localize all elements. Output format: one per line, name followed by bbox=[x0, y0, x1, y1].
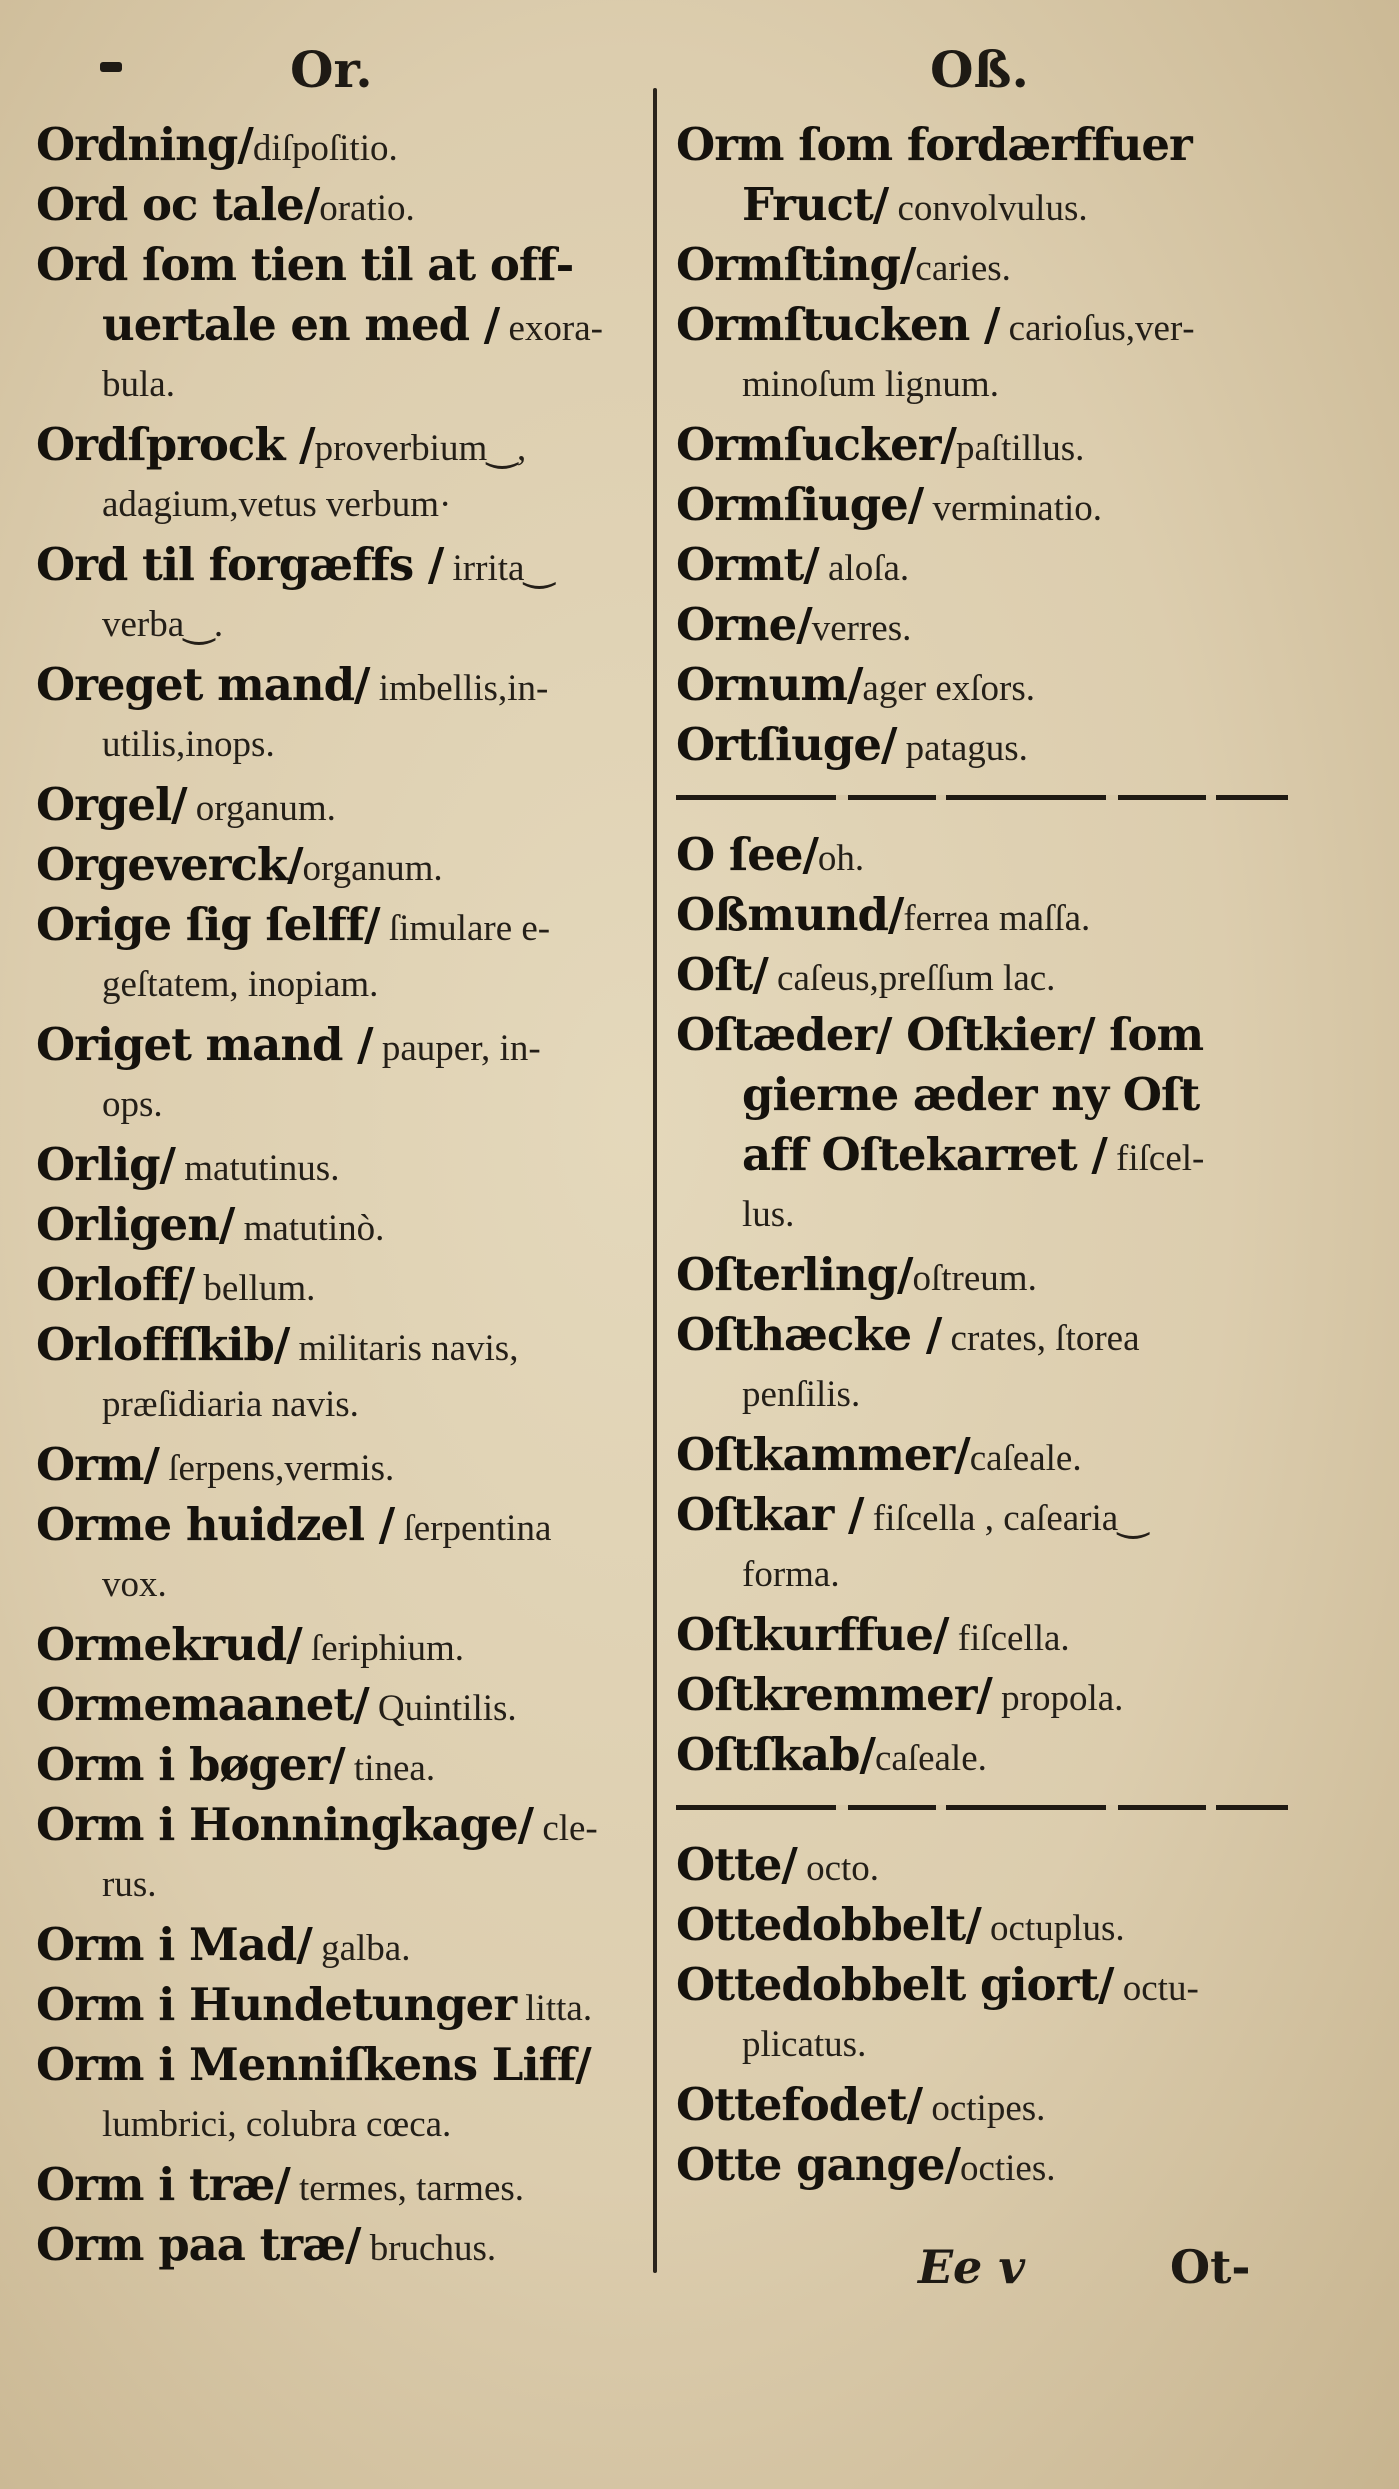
headword: Orm i bøger/ bbox=[36, 1738, 345, 1791]
headword: Oſthæcke / bbox=[676, 1308, 942, 1361]
latin-gloss: ſeriphium. bbox=[301, 1628, 465, 1669]
dictionary-entry bbox=[36, 1615, 646, 1675]
dictionary-entry bbox=[36, 1195, 646, 1255]
right-column-section-1 bbox=[676, 115, 1288, 775]
entry-line bbox=[676, 1835, 1288, 1895]
headword: Ormt/ bbox=[676, 538, 819, 591]
latin-gloss: cle‐ bbox=[533, 1808, 598, 1849]
dictionary-entry bbox=[36, 1435, 646, 1495]
headword: Orgel/ bbox=[36, 778, 187, 831]
dictionary-entry bbox=[36, 1495, 646, 1615]
entry-line bbox=[36, 1975, 646, 2035]
column-divider bbox=[653, 88, 657, 2273]
headword: Ormemaanet/ bbox=[36, 1678, 369, 1731]
entry-line bbox=[36, 1375, 646, 1435]
entry-line bbox=[676, 1125, 1288, 1185]
latin-gloss: imbellis,in‐ bbox=[369, 668, 549, 709]
headword: Ord oc tale/ bbox=[36, 178, 320, 231]
headword: O ſee/ bbox=[676, 828, 818, 881]
entry-line bbox=[36, 1135, 646, 1195]
headword: Fruct/ bbox=[742, 178, 889, 231]
entry-line bbox=[676, 945, 1288, 1005]
entry-line bbox=[676, 355, 1288, 415]
entry-line bbox=[36, 1615, 646, 1675]
entry-line bbox=[36, 775, 646, 835]
entry-line bbox=[36, 835, 646, 895]
latin-gloss: irrita‿ bbox=[443, 548, 555, 589]
dictionary-entry bbox=[36, 1975, 646, 2035]
entry-line bbox=[676, 655, 1288, 715]
headword: Ormekrud/ bbox=[36, 1618, 302, 1671]
entry-line bbox=[36, 115, 646, 175]
headword: Orm i Menniſkens Liff/ bbox=[36, 2038, 591, 2091]
entry-line bbox=[676, 2075, 1288, 2135]
right-column-section-3 bbox=[676, 1835, 1288, 2195]
entry-line bbox=[36, 895, 646, 955]
dictionary-entry bbox=[676, 655, 1288, 715]
entry-line bbox=[36, 2155, 646, 2215]
entry-line bbox=[36, 475, 646, 535]
headword: Ord ſom tien til at off‐ bbox=[36, 238, 574, 291]
latin-gloss: vox. bbox=[102, 1564, 167, 1605]
entry-line bbox=[676, 1245, 1288, 1305]
latin-gloss: verminatio. bbox=[923, 488, 1103, 529]
latin-gloss: ager exſors. bbox=[862, 668, 1035, 709]
dictionary-entry bbox=[676, 295, 1288, 415]
dictionary-entry bbox=[36, 235, 646, 415]
entry-line bbox=[676, 595, 1288, 655]
headword: Orne/ bbox=[676, 598, 812, 651]
entry-line bbox=[676, 1725, 1288, 1785]
entry-line bbox=[676, 1005, 1288, 1065]
entry-line bbox=[676, 1955, 1288, 2015]
latin-gloss: carioſus,ver‐ bbox=[999, 308, 1195, 349]
dictionary-entry bbox=[36, 835, 646, 895]
latin-gloss: verres. bbox=[811, 608, 912, 649]
latin-gloss: ſimulare e‐ bbox=[379, 908, 551, 949]
section-rule bbox=[676, 775, 1288, 825]
dictionary-entry bbox=[676, 1725, 1288, 1785]
entry-line bbox=[676, 825, 1288, 885]
left-column bbox=[36, 115, 646, 2275]
latin-gloss: minoſum lignum. bbox=[742, 364, 999, 405]
dictionary-entry bbox=[676, 2135, 1288, 2195]
entry-line bbox=[36, 175, 646, 235]
headword: Orm i Hundetunger bbox=[36, 1978, 517, 2031]
headword: Ormſucker/ bbox=[676, 418, 956, 471]
headword: Orligen/ bbox=[36, 1198, 235, 1251]
latin-gloss: caries. bbox=[915, 248, 1011, 289]
latin-gloss: penſilis. bbox=[742, 1374, 861, 1415]
headword: Orlig/ bbox=[36, 1138, 175, 1191]
headword: Orm i Mad/ bbox=[36, 1918, 312, 1971]
entry-line bbox=[36, 1015, 646, 1075]
dictionary-entry bbox=[36, 895, 646, 1015]
dictionary-entry bbox=[36, 1135, 646, 1195]
dictionary-entry bbox=[676, 1895, 1288, 1955]
dictionary-entry bbox=[676, 1425, 1288, 1485]
dictionary-entry bbox=[676, 1245, 1288, 1305]
headword: Orme huidzel / bbox=[36, 1498, 395, 1551]
headword: Orm i Honningkage/ bbox=[36, 1798, 534, 1851]
dictionary-entry bbox=[36, 415, 646, 535]
latin-gloss: termes, tarmes. bbox=[289, 2168, 525, 2209]
latin-gloss: organum. bbox=[302, 848, 443, 889]
dictionary-entry bbox=[676, 1665, 1288, 1725]
dictionary-entry bbox=[676, 1485, 1288, 1605]
dictionary-entry bbox=[676, 535, 1288, 595]
entry-line bbox=[676, 1665, 1288, 1725]
entry-line bbox=[36, 1555, 646, 1615]
latin-gloss: plicatus. bbox=[742, 2024, 867, 2065]
latin-gloss: rus. bbox=[102, 1864, 157, 1905]
headword: Oſtkammer/ bbox=[676, 1428, 970, 1481]
headword: Otte/ bbox=[676, 1838, 797, 1891]
dictionary-entry bbox=[36, 1915, 646, 1975]
headword: Otte gange/ bbox=[676, 2138, 960, 2191]
entry-line bbox=[676, 1185, 1288, 1245]
signature-mark: Ee v bbox=[918, 2240, 1026, 2294]
entry-line bbox=[36, 1855, 646, 1915]
latin-gloss: diſpoſitio. bbox=[252, 128, 398, 169]
latin-gloss: fiſcel‐ bbox=[1106, 1138, 1205, 1179]
entry-line bbox=[676, 1305, 1288, 1365]
latin-gloss: fiſcella , caſearia‿ bbox=[863, 1498, 1148, 1539]
headword: Oßmund/ bbox=[676, 888, 904, 941]
latin-gloss: fiſcella. bbox=[948, 1618, 1070, 1659]
entry-line bbox=[676, 1605, 1288, 1665]
latin-gloss: forma. bbox=[742, 1554, 840, 1595]
dictionary-entry bbox=[36, 1675, 646, 1735]
headword: Ormſting/ bbox=[676, 238, 916, 291]
headword: Orige ſig ſelff/ bbox=[36, 898, 380, 951]
headword: Ord til forgæffs / bbox=[36, 538, 444, 591]
entry-line bbox=[36, 1075, 646, 1135]
entry-line bbox=[36, 415, 646, 475]
headword: Oſtkremmer/ bbox=[676, 1668, 992, 1721]
entry-line bbox=[676, 235, 1288, 295]
latin-gloss: tinea. bbox=[344, 1748, 436, 1789]
dictionary-entry bbox=[676, 415, 1288, 475]
entry-line bbox=[36, 1195, 646, 1255]
entry-line bbox=[676, 415, 1288, 475]
entry-line bbox=[36, 535, 646, 595]
latin-gloss: bruchus. bbox=[360, 2228, 497, 2269]
latin-gloss: bellum. bbox=[194, 1268, 316, 1309]
right-column-section-2 bbox=[676, 825, 1288, 1785]
entry-line bbox=[676, 885, 1288, 945]
section-rule bbox=[676, 1785, 1288, 1835]
headword: Oſterling/ bbox=[676, 1248, 913, 1301]
dictionary-entry bbox=[676, 945, 1288, 1005]
latin-gloss: oratio. bbox=[319, 188, 415, 229]
headword: Ormſiuge/ bbox=[676, 478, 924, 531]
entry-line bbox=[676, 175, 1288, 235]
entry-line bbox=[676, 475, 1288, 535]
latin-gloss: octuplus. bbox=[980, 1908, 1125, 1949]
latin-gloss: organum. bbox=[186, 788, 336, 829]
entry-line bbox=[676, 115, 1288, 175]
headword: Orm ſom fordærffuer bbox=[676, 118, 1192, 171]
latin-gloss: propola. bbox=[991, 1678, 1124, 1719]
dictionary-entry bbox=[36, 535, 646, 655]
running-head-right: Oß. bbox=[930, 40, 1029, 99]
dictionary-entry bbox=[676, 1305, 1288, 1425]
entry-line bbox=[676, 2015, 1288, 2075]
headword: Ordning/ bbox=[36, 118, 253, 171]
headword: Oſtkar / bbox=[676, 1488, 864, 1541]
latin-gloss: exora‐ bbox=[499, 308, 603, 349]
latin-gloss: litta. bbox=[516, 1988, 593, 2029]
latin-gloss: Quintilis. bbox=[368, 1688, 517, 1729]
latin-gloss: verba‿. bbox=[102, 604, 224, 645]
latin-gloss: octies. bbox=[959, 2148, 1056, 2189]
entry-line bbox=[676, 1065, 1288, 1125]
dictionary-entry bbox=[676, 595, 1288, 655]
latin-gloss: caſeale. bbox=[874, 1738, 987, 1779]
dictionary-entry bbox=[676, 235, 1288, 295]
dictionary-entry bbox=[676, 1835, 1288, 1895]
latin-gloss: convolvulus. bbox=[888, 188, 1088, 229]
entry-line bbox=[36, 955, 646, 1015]
dictionary-entry bbox=[676, 475, 1288, 535]
latin-gloss: lumbrici, colubra cœca. bbox=[102, 2104, 452, 2145]
latin-gloss: oſtreum. bbox=[912, 1258, 1037, 1299]
entry-line bbox=[36, 715, 646, 775]
latin-gloss: oh. bbox=[817, 838, 865, 879]
latin-gloss: matutinus. bbox=[175, 1148, 340, 1189]
headword: Oſtæder/ Oſtkier/ ſom bbox=[676, 1008, 1204, 1061]
headword: Ormſtucken / bbox=[676, 298, 1000, 351]
entry-line bbox=[36, 2215, 646, 2275]
headword: Ortſiuge/ bbox=[676, 718, 897, 771]
entry-line bbox=[36, 1495, 646, 1555]
latin-gloss: præſidiaria navis. bbox=[102, 1384, 359, 1425]
latin-gloss: paſtillus. bbox=[955, 428, 1085, 469]
latin-gloss: caſeale. bbox=[969, 1438, 1082, 1479]
latin-gloss: octo. bbox=[796, 1848, 880, 1889]
entry-line bbox=[676, 1545, 1288, 1605]
entry-line bbox=[36, 1255, 646, 1315]
dictionary-entry bbox=[36, 1255, 646, 1315]
headword: Orloff/ bbox=[36, 1258, 195, 1311]
latin-gloss: militaris navis, bbox=[289, 1328, 519, 1369]
headword: Ottedobbelt giort/ bbox=[676, 1958, 1114, 2011]
entry-line bbox=[676, 2135, 1288, 2195]
headword: Orm/ bbox=[36, 1438, 159, 1491]
entry-line bbox=[36, 235, 646, 295]
entry-line bbox=[36, 1795, 646, 1855]
entry-line bbox=[36, 355, 646, 415]
latin-gloss: pauper, in‐ bbox=[372, 1028, 541, 1069]
headword: Oſt/ bbox=[676, 948, 768, 1001]
headword: Oreget mand/ bbox=[36, 658, 370, 711]
latin-gloss: lus. bbox=[742, 1194, 795, 1235]
ornament-mark bbox=[100, 62, 122, 72]
latin-gloss: utilis,inops. bbox=[102, 724, 275, 765]
dictionary-entry bbox=[676, 715, 1288, 775]
entry-line bbox=[676, 1365, 1288, 1425]
latin-gloss: aloſa. bbox=[818, 548, 910, 589]
dictionary-entry bbox=[36, 115, 646, 175]
entry-line bbox=[36, 1675, 646, 1735]
dictionary-entry bbox=[676, 1605, 1288, 1665]
latin-gloss: octipes. bbox=[922, 2088, 1046, 2129]
headword: Orgeverck/ bbox=[36, 838, 303, 891]
dictionary-entry bbox=[676, 885, 1288, 945]
latin-gloss: ops. bbox=[102, 1084, 163, 1125]
entry-line bbox=[36, 595, 646, 655]
dictionary-entry bbox=[676, 1005, 1288, 1245]
latin-gloss: matutinò. bbox=[234, 1208, 385, 1249]
dictionary-entry bbox=[36, 175, 646, 235]
dictionary-entry bbox=[676, 825, 1288, 885]
headword: Ottefodet/ bbox=[676, 2078, 923, 2131]
entry-line bbox=[36, 1735, 646, 1795]
dictionary-entry bbox=[36, 2155, 646, 2215]
latin-gloss: bula. bbox=[102, 364, 175, 405]
headword: Ordſprock / bbox=[36, 418, 315, 471]
catchword: Ot‐ bbox=[1170, 2240, 1251, 2294]
dictionary-entry bbox=[676, 115, 1288, 235]
latin-gloss: octu‐ bbox=[1113, 1968, 1199, 2009]
dictionary-entry bbox=[36, 655, 646, 775]
entry-line bbox=[36, 2095, 646, 2155]
entry-line bbox=[676, 715, 1288, 775]
latin-gloss: patagus. bbox=[896, 728, 1028, 769]
entry-line bbox=[676, 295, 1288, 355]
latin-gloss: ferrea maſſa. bbox=[903, 898, 1091, 939]
latin-gloss: galba. bbox=[311, 1928, 411, 1969]
dictionary-entry bbox=[36, 2035, 646, 2155]
headword: Origet mand / bbox=[36, 1018, 373, 1071]
headword: aff Oſtekarret / bbox=[742, 1128, 1107, 1181]
headword: Oſtſkab/ bbox=[676, 1728, 875, 1781]
dictionary-entry bbox=[676, 2075, 1288, 2135]
entry-line bbox=[676, 1425, 1288, 1485]
dictionary-entry bbox=[36, 2215, 646, 2275]
headword: Oſtkurffue/ bbox=[676, 1608, 949, 1661]
headword: Ottedobbelt/ bbox=[676, 1898, 981, 1951]
headword: gierne æder ny Oſt bbox=[742, 1068, 1200, 1121]
right-column bbox=[676, 115, 1288, 2195]
entry-line bbox=[36, 1315, 646, 1375]
latin-gloss: adagium,vetus verbum· bbox=[102, 484, 452, 525]
entry-line bbox=[36, 655, 646, 715]
headword: Ornum/ bbox=[676, 658, 863, 711]
entry-line bbox=[676, 535, 1288, 595]
latin-gloss: crates, ſtorea bbox=[941, 1318, 1140, 1359]
dictionary-entry bbox=[36, 1315, 646, 1435]
latin-gloss: geſtatem, inopiam. bbox=[102, 964, 379, 1005]
entry-line bbox=[676, 1485, 1288, 1545]
entry-line bbox=[36, 2035, 646, 2095]
entry-line bbox=[36, 295, 646, 355]
dictionary-entry bbox=[36, 775, 646, 835]
entry-line bbox=[676, 1895, 1288, 1955]
dictionary-entry bbox=[36, 1015, 646, 1135]
running-head-left: Or. bbox=[290, 40, 373, 99]
headword: Orloffſkib/ bbox=[36, 1318, 290, 1371]
dictionary-entry bbox=[36, 1735, 646, 1795]
latin-gloss: ſerpentina bbox=[394, 1508, 552, 1549]
latin-gloss: caſeus,preſſum lac. bbox=[767, 958, 1056, 999]
dictionary-entry bbox=[36, 1795, 646, 1915]
entry-line bbox=[36, 1915, 646, 1975]
headword: uertale en med / bbox=[102, 298, 500, 351]
dictionary-entry bbox=[676, 1955, 1288, 2075]
headword: Orm paa træ/ bbox=[36, 2218, 361, 2271]
latin-gloss: ſerpens,vermis. bbox=[158, 1448, 395, 1489]
headword: Orm i træ/ bbox=[36, 2158, 290, 2211]
entry-line bbox=[36, 1435, 646, 1495]
latin-gloss: proverbium‿, bbox=[314, 428, 527, 469]
